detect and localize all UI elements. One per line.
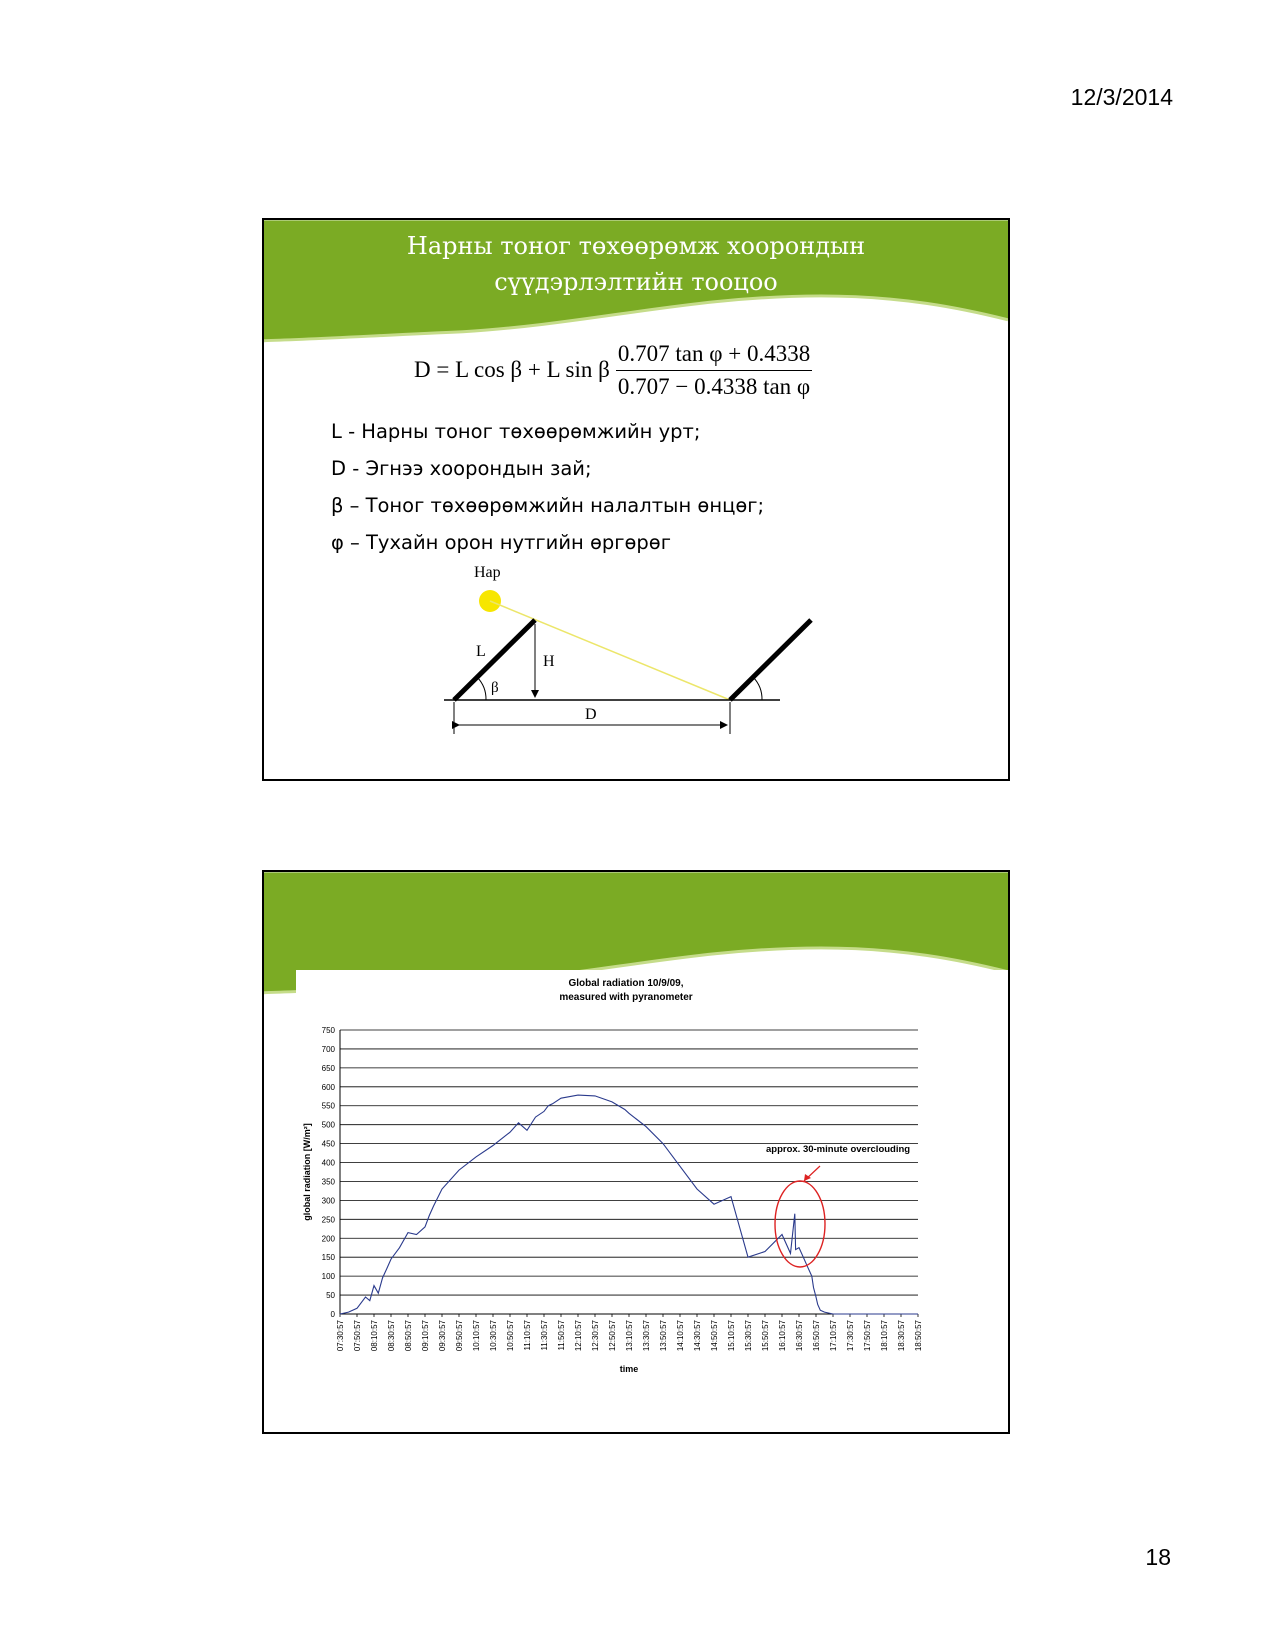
definition-phi: φ – Тухайн орон нутгийн өргөрөг: [331, 531, 671, 554]
x-tick-label: 11:10:57: [523, 1320, 532, 1351]
radiation-chart: [296, 970, 1010, 1434]
x-tick-label: 17:30:57: [846, 1320, 855, 1352]
x-tick-label: 13:30:57: [642, 1320, 651, 1352]
x-tick-label: 16:10:57: [778, 1320, 787, 1352]
x-tick-label: 15:50:57: [761, 1320, 770, 1352]
overclouding-circle: [775, 1181, 825, 1267]
x-tick-label: 08:10:57: [370, 1320, 379, 1352]
formula-fraction: [616, 341, 812, 400]
x-tick-label: 14:10:57: [676, 1320, 685, 1352]
y-tick-label: 400: [321, 1158, 335, 1168]
slide-title: [264, 228, 1008, 300]
x-tick-label: 12:10:57: [574, 1320, 583, 1352]
x-tick-label: 18:10:57: [880, 1320, 889, 1352]
shading-diagram: [444, 562, 824, 742]
x-tick-label: 07:50:57: [353, 1320, 362, 1352]
sun-ray: [490, 601, 730, 700]
y-tick-label: 550: [321, 1101, 335, 1111]
y-tick-label: 250: [321, 1215, 335, 1225]
x-tick-label: 10:10:57: [472, 1320, 481, 1352]
label-beta: β: [491, 680, 499, 696]
y-tick-label: 300: [321, 1196, 335, 1206]
page-number: 18: [1145, 1544, 1171, 1570]
formula-numerator: 0.707 tan φ + 0.4338: [616, 341, 812, 371]
definition-l: L - Нарны тоног төхөөрөмжийн урт;: [331, 420, 701, 443]
x-tick-label: 13:50:57: [659, 1320, 668, 1352]
x-tick-label: 15:10:57: [727, 1320, 736, 1352]
page-date: 12/3/2014: [1070, 84, 1173, 110]
x-tick-label: 12:50:57: [608, 1320, 617, 1352]
slide-title-line1: Нарны тоног төхөөрөмж хоорондын: [406, 232, 866, 260]
x-tick-label: 09:30:57: [438, 1320, 447, 1352]
y-tick-label: 600: [321, 1082, 335, 1092]
x-tick-label: 11:30:57: [540, 1320, 549, 1351]
x-tick-label: 12:30:57: [591, 1320, 600, 1352]
y-tick-label: 150: [321, 1253, 335, 1263]
x-tick-label: 16:50:57: [812, 1320, 821, 1352]
x-tick-label: 10:50:57: [506, 1320, 515, 1352]
formula-denominator: 0.707 − 0.4338 tan φ: [617, 373, 811, 399]
slide-title-line2: сүүдэрлэлтийн тооцоо: [494, 268, 778, 296]
x-axis-label: time: [619, 1364, 639, 1374]
variable-definitions: [331, 413, 764, 561]
y-tick-label: 450: [321, 1139, 335, 1149]
x-tick-label: 08:30:57: [387, 1320, 396, 1352]
y-tick-label: 650: [321, 1063, 335, 1073]
y-tick-label: 0: [330, 1310, 335, 1319]
series-line: [340, 1095, 918, 1314]
x-tick-label: 10:30:57: [489, 1320, 498, 1352]
y-tick-label: 50: [326, 1291, 335, 1301]
x-tick-label: 17:10:57: [829, 1320, 838, 1352]
annotation-label: approx. 30-minute overclouding: [766, 1144, 911, 1155]
chart-title-line: Global radiation 10/9/09,: [568, 978, 684, 989]
beta-arc-right: [753, 677, 762, 700]
sun-label: Нар: [474, 564, 501, 581]
x-tick-label: 16:30:57: [795, 1320, 804, 1352]
slide-shading-calculation: [262, 218, 1010, 781]
x-tick-label: 18:30:57: [897, 1320, 906, 1352]
x-tick-label: 07:30:57: [336, 1320, 345, 1352]
spacing-formula: [414, 342, 812, 398]
beta-arc: [477, 677, 486, 700]
x-tick-label: 08:50:57: [404, 1320, 413, 1352]
definition-d: D - Эгнээ хоорондын зай;: [331, 457, 592, 480]
label-h: H: [543, 653, 555, 670]
x-tick-label: 14:50:57: [710, 1320, 719, 1352]
chart-canvas: [296, 970, 1010, 1434]
y-tick-label: 200: [321, 1234, 335, 1244]
y-tick-label: 500: [321, 1120, 335, 1130]
x-tick-label: 09:50:57: [455, 1320, 464, 1352]
x-tick-label: 13:10:57: [625, 1320, 634, 1352]
x-tick-label: 11:50:57: [557, 1320, 566, 1351]
label-l: L: [476, 643, 486, 660]
label-d: D: [585, 706, 597, 723]
x-tick-label: 09:10:57: [421, 1320, 430, 1352]
y-tick-label: 100: [321, 1272, 335, 1282]
x-tick-label: 17:50:57: [863, 1320, 872, 1352]
x-tick-label: 15:30:57: [744, 1320, 753, 1352]
slide-radiation-chart: [262, 870, 1010, 1434]
x-tick-label: 18:50:57: [914, 1320, 923, 1352]
definition-beta: β – Тоног төхөөрөмжийн налалтын өнцөг;: [331, 494, 765, 517]
x-tick-label: 14:30:57: [693, 1320, 702, 1352]
y-axis-label: global radiation [W/m²]: [302, 1123, 312, 1221]
y-tick-label: 350: [321, 1177, 335, 1187]
formula-lhs: D = L cos β + L sin β: [414, 357, 610, 382]
y-tick-label: 700: [321, 1044, 335, 1054]
panel-right: [730, 620, 811, 700]
chart-title-line: measured with pyranometer: [559, 992, 693, 1003]
y-tick-label: 750: [321, 1026, 335, 1035]
